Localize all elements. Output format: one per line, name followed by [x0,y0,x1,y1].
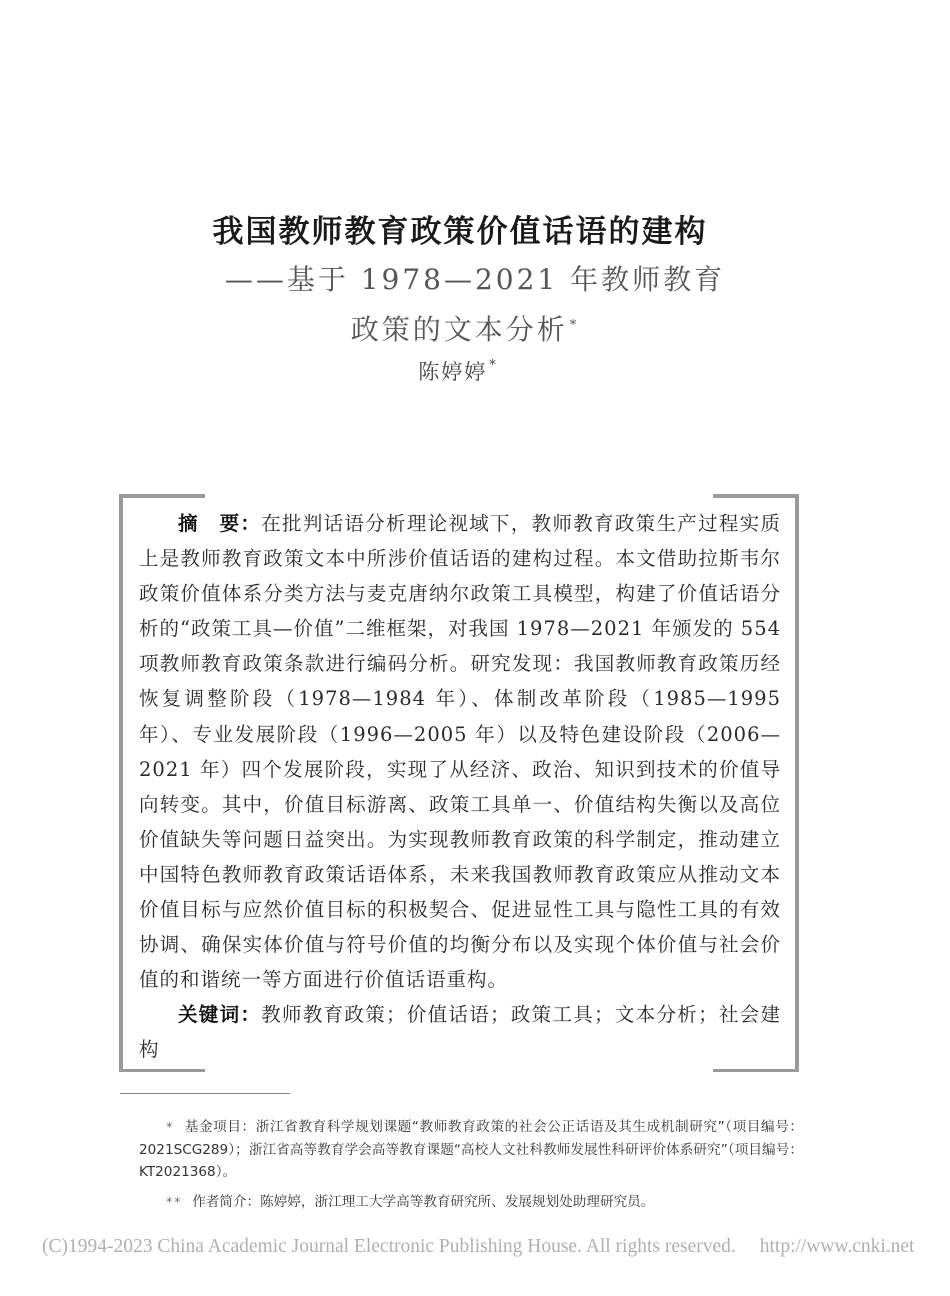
footnote-funding [139,1116,803,1184]
abstract-content [139,506,781,1068]
keywords-paragraph [139,997,781,1067]
footnote-author [139,1191,803,1214]
frame-right [795,494,799,1072]
frame-top-left [119,494,205,498]
article-title-text: 我国教师教育政策价值话语的建构 [212,214,708,250]
abstract-text: 在批判话语分析理论视域下，教师教育政策生产过程实质上是教师教育政策文本中所涉价值话语的建构过程。本文借助拉斯韦尔政策价值体系分类方法与麦克唐纳尔政策工具模型，构建了价值话语分析的“政策工具—价值”二维框架，对我国 1978—2021 年颁发的 554 项教师教育政策条款进行编码分析。研究发现：我国教师教育政策历经恢复调整阶段（1978—1984 年）、体制改革阶段（1985—1995 年）、专业发展阶段（1996—2005 年）以及特色建设阶段（2006—2021 年）四个发展阶段，实现了从经济、政治、知识到技术的价值导向转变。其中，价值目标游离、政策工具单一、价值结构失衡以及高位价值缺失等问题日益突出。为实现教师教育政策的科学制定，推动建立中国特色教师教育政策话语体系，未来我国教师教育政策应从推动文本价值目标与应然价值目标的积极契合、促进显性工具与隐性工具的有效协调、确保实体价值与符号价值的均衡分布以及实现个体价值与社会价值的和谐统一等方面进行价值话语重构。 [139,512,782,992]
author-name-text: 陈婷婷 [418,360,488,384]
footnote-text: 作者简介：陈婷婷，浙江理工大学高等教育研究所、发展规划处助理研究员。 [192,1193,655,1210]
author-footnote-mark: * [489,358,498,373]
footnote-mark: ** [166,1194,183,1209]
frame-bottom-left [119,1069,205,1072]
subtitle-line2-text: 政策的文本分析 [350,313,568,346]
abstract-label: 摘 要： [178,512,262,535]
keywords-text: 教师教育政策；价值话语；政策工具；文本分析；社会建构 [139,1003,781,1062]
keywords-label: 关键词： [178,1003,262,1027]
frame-bottom-right [713,1069,799,1072]
footnote-text: 基金项目：浙江省教育科学规划课题“教师教育政策的社会公正话语及其生成机制研究”（项目编号：2021SCG289）；浙江省高等教育学会高等教育课题“高校人文社科教师发展性科研评价体系研究”（项目编号：KT2021368）。 [139,1119,803,1180]
copyright-text: (C)1994-2023 China Academic Journal Electronic Publishing House. All rights reserved. [42,1236,736,1257]
footnotes [139,1116,803,1213]
copyright-url: http://www.cnki.net [759,1236,915,1257]
copyright-watermark [42,1236,914,1258]
frame-left [119,494,123,1072]
frame-top-right [713,494,799,498]
author-name [0,356,916,386]
article-subtitle-line1: ——基于 1978—2021 年教师教育 [224,263,726,296]
abstract-paragraph [139,506,781,997]
footnote-divider [120,1093,290,1094]
abstract-box [119,494,799,1072]
footnote-mark: * [166,1120,175,1134]
title-footnote-mark: * [569,318,580,333]
article-subtitle-line2 [0,308,940,348]
article-title [0,206,920,251]
